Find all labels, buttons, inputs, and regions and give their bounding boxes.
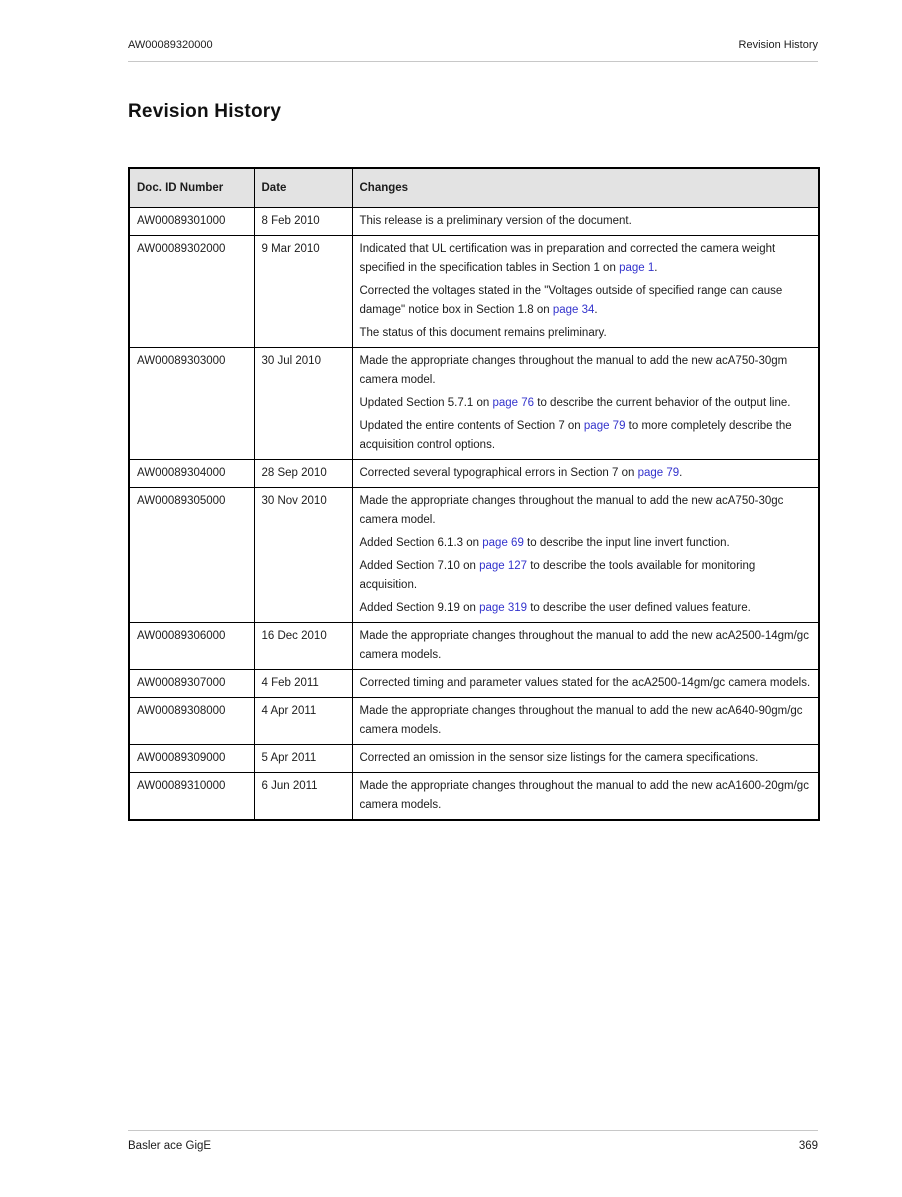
doc-id-cell: AW00089305000 (129, 487, 254, 622)
change-paragraph: Corrected timing and parameter values stated for the acA2500-14gm/gc camera models. (359, 676, 811, 689)
table-row (129, 347, 819, 459)
date-cell: 5 Apr 2011 (254, 744, 352, 772)
table-row (129, 235, 819, 347)
doc-id-cell: AW00089307000 (129, 669, 254, 697)
table-row (129, 697, 819, 744)
changes-cell (352, 487, 819, 622)
change-paragraph: Added Section 7.10 on page 127 to describe the tools available for monitoring acquisition. (359, 559, 756, 591)
changes-cell (352, 772, 819, 820)
doc-id-cell: AW00089304000 (129, 459, 254, 487)
header-rule (128, 61, 818, 62)
page-link[interactable]: page 79 (637, 466, 680, 479)
table-header-row (129, 168, 819, 207)
change-paragraph: Corrected several typographical errors in Section 7 on page 79. (359, 466, 683, 479)
change-paragraph: Added Section 9.19 on page 319 to describe the user defined values feature. (359, 601, 751, 614)
running-header (128, 39, 818, 51)
doc-id-cell: AW00089301000 (129, 207, 254, 235)
page-title: Revision History (128, 101, 282, 122)
page-link[interactable]: page 76 (492, 396, 535, 409)
doc-id-cell: AW00089308000 (129, 697, 254, 744)
page-link[interactable]: page 69 (482, 536, 524, 549)
page-link[interactable]: page 1 (619, 261, 655, 274)
page-link[interactable]: page 34 (552, 303, 595, 316)
doc-id-cell: AW00089303000 (129, 347, 254, 459)
page-link[interactable]: page 319 (479, 601, 528, 614)
column-header-doc-id: Doc. ID Number (129, 168, 254, 207)
changes-cell (352, 744, 819, 772)
table-row (129, 669, 819, 697)
change-paragraph: Corrected the voltages stated in the "Voltages outside of specified range can cause damage" notice box in Section 1.8 on page 34. (359, 284, 783, 316)
date-cell: 9 Mar 2010 (254, 235, 352, 347)
change-paragraph: Added Section 6.1.3 on page 69 to describe the input line invert function. (359, 536, 730, 549)
doc-id-cell: AW00089306000 (129, 622, 254, 669)
revision-history-table (128, 167, 820, 821)
date-cell: 4 Feb 2011 (254, 669, 352, 697)
footer-rule (128, 1130, 818, 1131)
date-cell: 30 Jul 2010 (254, 347, 352, 459)
change-paragraph: Made the appropriate changes throughout the manual to add the new acA750-30gc camera model. (359, 494, 784, 526)
date-cell: 16 Dec 2010 (254, 622, 352, 669)
changes-cell (352, 622, 819, 669)
change-paragraph: Made the appropriate changes throughout the manual to add the new acA640-90gm/gc camera models. (359, 704, 803, 736)
page-link[interactable]: page 79 (583, 419, 626, 432)
doc-id-cell: AW00089309000 (129, 744, 254, 772)
revision-history-table-wrap (128, 167, 820, 821)
change-paragraph: Made the appropriate changes throughout the manual to add the new acA750-30gm camera model. (359, 354, 788, 386)
table-row (129, 207, 819, 235)
doc-id-cell: AW00089302000 (129, 235, 254, 347)
footer-page-number: 369 (798, 1140, 818, 1152)
change-paragraph: Corrected an omission in the sensor size listings for the camera specifications. (359, 751, 759, 764)
date-cell: 8 Feb 2010 (254, 207, 352, 235)
column-header-date: Date (254, 168, 352, 207)
date-cell: 30 Nov 2010 (254, 487, 352, 622)
column-header-changes: Changes (352, 168, 819, 207)
page-link[interactable]: page 127 (479, 559, 528, 572)
table-row (129, 744, 819, 772)
table-row (129, 772, 819, 820)
header-doc-number: AW00089320000 (128, 39, 213, 51)
changes-cell (352, 235, 819, 347)
changes-cell (352, 347, 819, 459)
change-paragraph: Updated Section 5.7.1 on page 76 to describe the current behavior of the output line. (359, 396, 791, 409)
date-cell: 28 Sep 2010 (254, 459, 352, 487)
header-chapter-title: Revision History (738, 39, 818, 51)
table-row (129, 487, 819, 622)
running-footer (128, 1140, 818, 1152)
table-body (129, 207, 819, 820)
change-paragraph: Made the appropriate changes throughout the manual to add the new acA2500-14gm/gc camera models. (359, 629, 809, 661)
table-row (129, 459, 819, 487)
change-paragraph: Updated the entire contents of Section 7 on page 79 to more completely describe the acquisition control options. (359, 419, 792, 451)
table-row (129, 622, 819, 669)
change-paragraph: This release is a preliminary version of the document. (359, 214, 632, 227)
changes-cell (352, 697, 819, 744)
footer-product-name: Basler ace GigE (128, 1140, 212, 1152)
change-paragraph: Made the appropriate changes throughout the manual to add the new acA1600-20gm/gc camera models. (359, 779, 809, 811)
doc-id-cell: AW00089310000 (129, 772, 254, 820)
change-paragraph: The status of this document remains preliminary. (359, 326, 607, 339)
changes-cell (352, 459, 819, 487)
change-paragraph: Indicated that UL certification was in preparation and corrected the camera weight specified in the specification tables in Section 1 on page 1. (359, 242, 776, 274)
table-header (129, 168, 819, 207)
changes-cell (352, 669, 819, 697)
date-cell: 6 Jun 2011 (254, 772, 352, 820)
changes-cell (352, 207, 819, 235)
date-cell: 4 Apr 2011 (254, 697, 352, 744)
